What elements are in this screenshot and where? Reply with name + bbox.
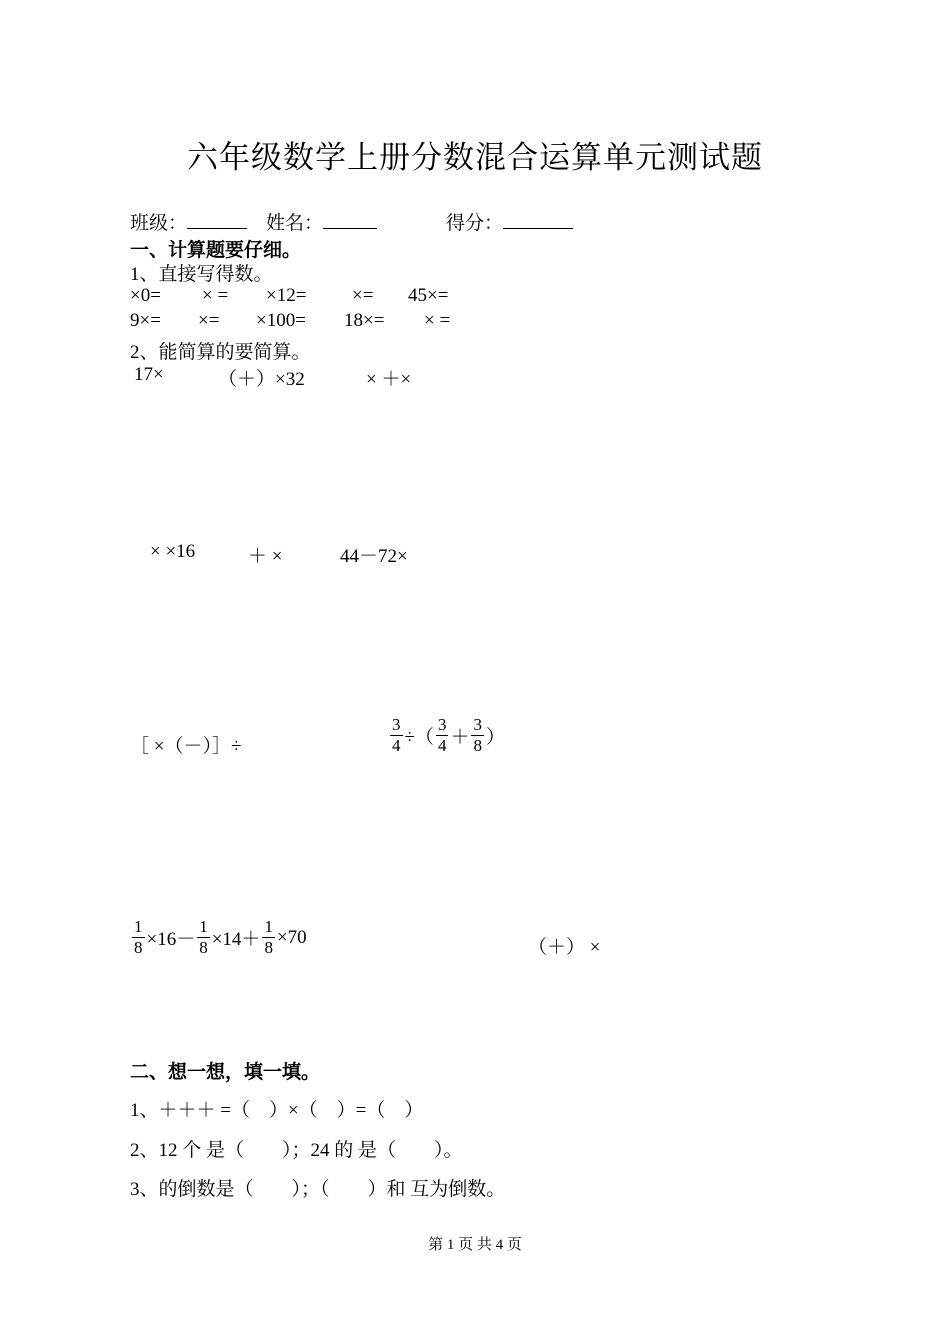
fill-question: 2、12 个 是（ ）；24 的 是（ ）。 <box>130 1140 463 1161</box>
operator: ） <box>485 727 505 748</box>
numerator: 3 <box>437 715 447 734</box>
fraction <box>436 716 449 755</box>
numerator: 1 <box>199 917 208 936</box>
fraction <box>132 918 145 957</box>
section2-heading: 二、想一想，填一填。 <box>130 1062 321 1083</box>
oral-item: ×0= <box>130 285 161 306</box>
fraction <box>197 918 210 957</box>
class-label: 班级： <box>130 213 188 234</box>
fraction-expression-a <box>388 716 505 755</box>
fraction <box>262 918 275 957</box>
numerator: 1 <box>134 917 143 936</box>
calc-item: × ×16 <box>150 541 196 562</box>
score-blank <box>503 208 573 229</box>
oral-item: ×12= <box>266 285 307 306</box>
calc-item: （＋） × <box>528 937 601 958</box>
score-label: 得分： <box>446 213 504 234</box>
numerator: 1 <box>264 917 273 936</box>
operator: ＋ <box>450 727 470 748</box>
calc-item: × ＋× <box>366 369 412 390</box>
name-label: 姓名： <box>266 213 324 234</box>
fraction <box>471 716 484 755</box>
q1-label: 1、直接写得数。 <box>130 264 273 285</box>
calc-item: ［ ×（－）］÷ <box>130 736 242 757</box>
page-footer: 第 1 页 共 4 页 <box>428 1237 522 1253</box>
fraction <box>390 716 403 755</box>
numerator: 3 <box>473 715 482 734</box>
calc-item: （＋）×32 <box>218 369 305 390</box>
fill-question: 3、的倒数是（ ）；（ ）和 互为倒数。 <box>130 1179 506 1200</box>
term: ×16－ <box>146 929 196 950</box>
calc-item: ＋ × <box>248 546 283 567</box>
oral-item: 18×= <box>344 310 385 331</box>
q2-label: 2、能简算的要简算。 <box>130 342 311 363</box>
oral-item: ×= <box>352 285 374 306</box>
oral-item: ×100= <box>256 310 306 331</box>
denominator: 8 <box>134 938 143 957</box>
denominator: 8 <box>199 938 208 957</box>
fraction-expression-b <box>130 918 307 957</box>
numerator: 3 <box>392 715 401 734</box>
oral-item: × = <box>424 310 451 331</box>
term: ×70 <box>276 926 307 948</box>
name-blank <box>323 208 377 229</box>
oral-item: × = <box>202 285 229 306</box>
page-title: 六年级数学上册分数混合运算单元测试题 <box>187 140 763 175</box>
oral-item: ×= <box>198 310 220 331</box>
score-field <box>446 208 573 235</box>
fill-question: 1、＋＋＋ =（ ）×（ ）=（ ） <box>130 1100 424 1121</box>
operator: ÷（ <box>404 727 434 748</box>
calc-item: 44－72× <box>340 546 408 567</box>
oral-item: 9×= <box>130 310 161 331</box>
denominator: 8 <box>264 938 273 957</box>
section1-heading: 一、计算题要仔细。 <box>130 240 302 261</box>
oral-item: 45×= <box>408 285 449 306</box>
calc-item: 17× <box>134 364 164 385</box>
term: ×14＋ <box>211 929 261 950</box>
class-blank <box>187 208 247 229</box>
denominator: 8 <box>473 736 482 755</box>
denominator: 4 <box>437 736 447 755</box>
class-field <box>130 208 247 235</box>
denominator: 4 <box>392 736 401 755</box>
name-field <box>266 208 377 235</box>
